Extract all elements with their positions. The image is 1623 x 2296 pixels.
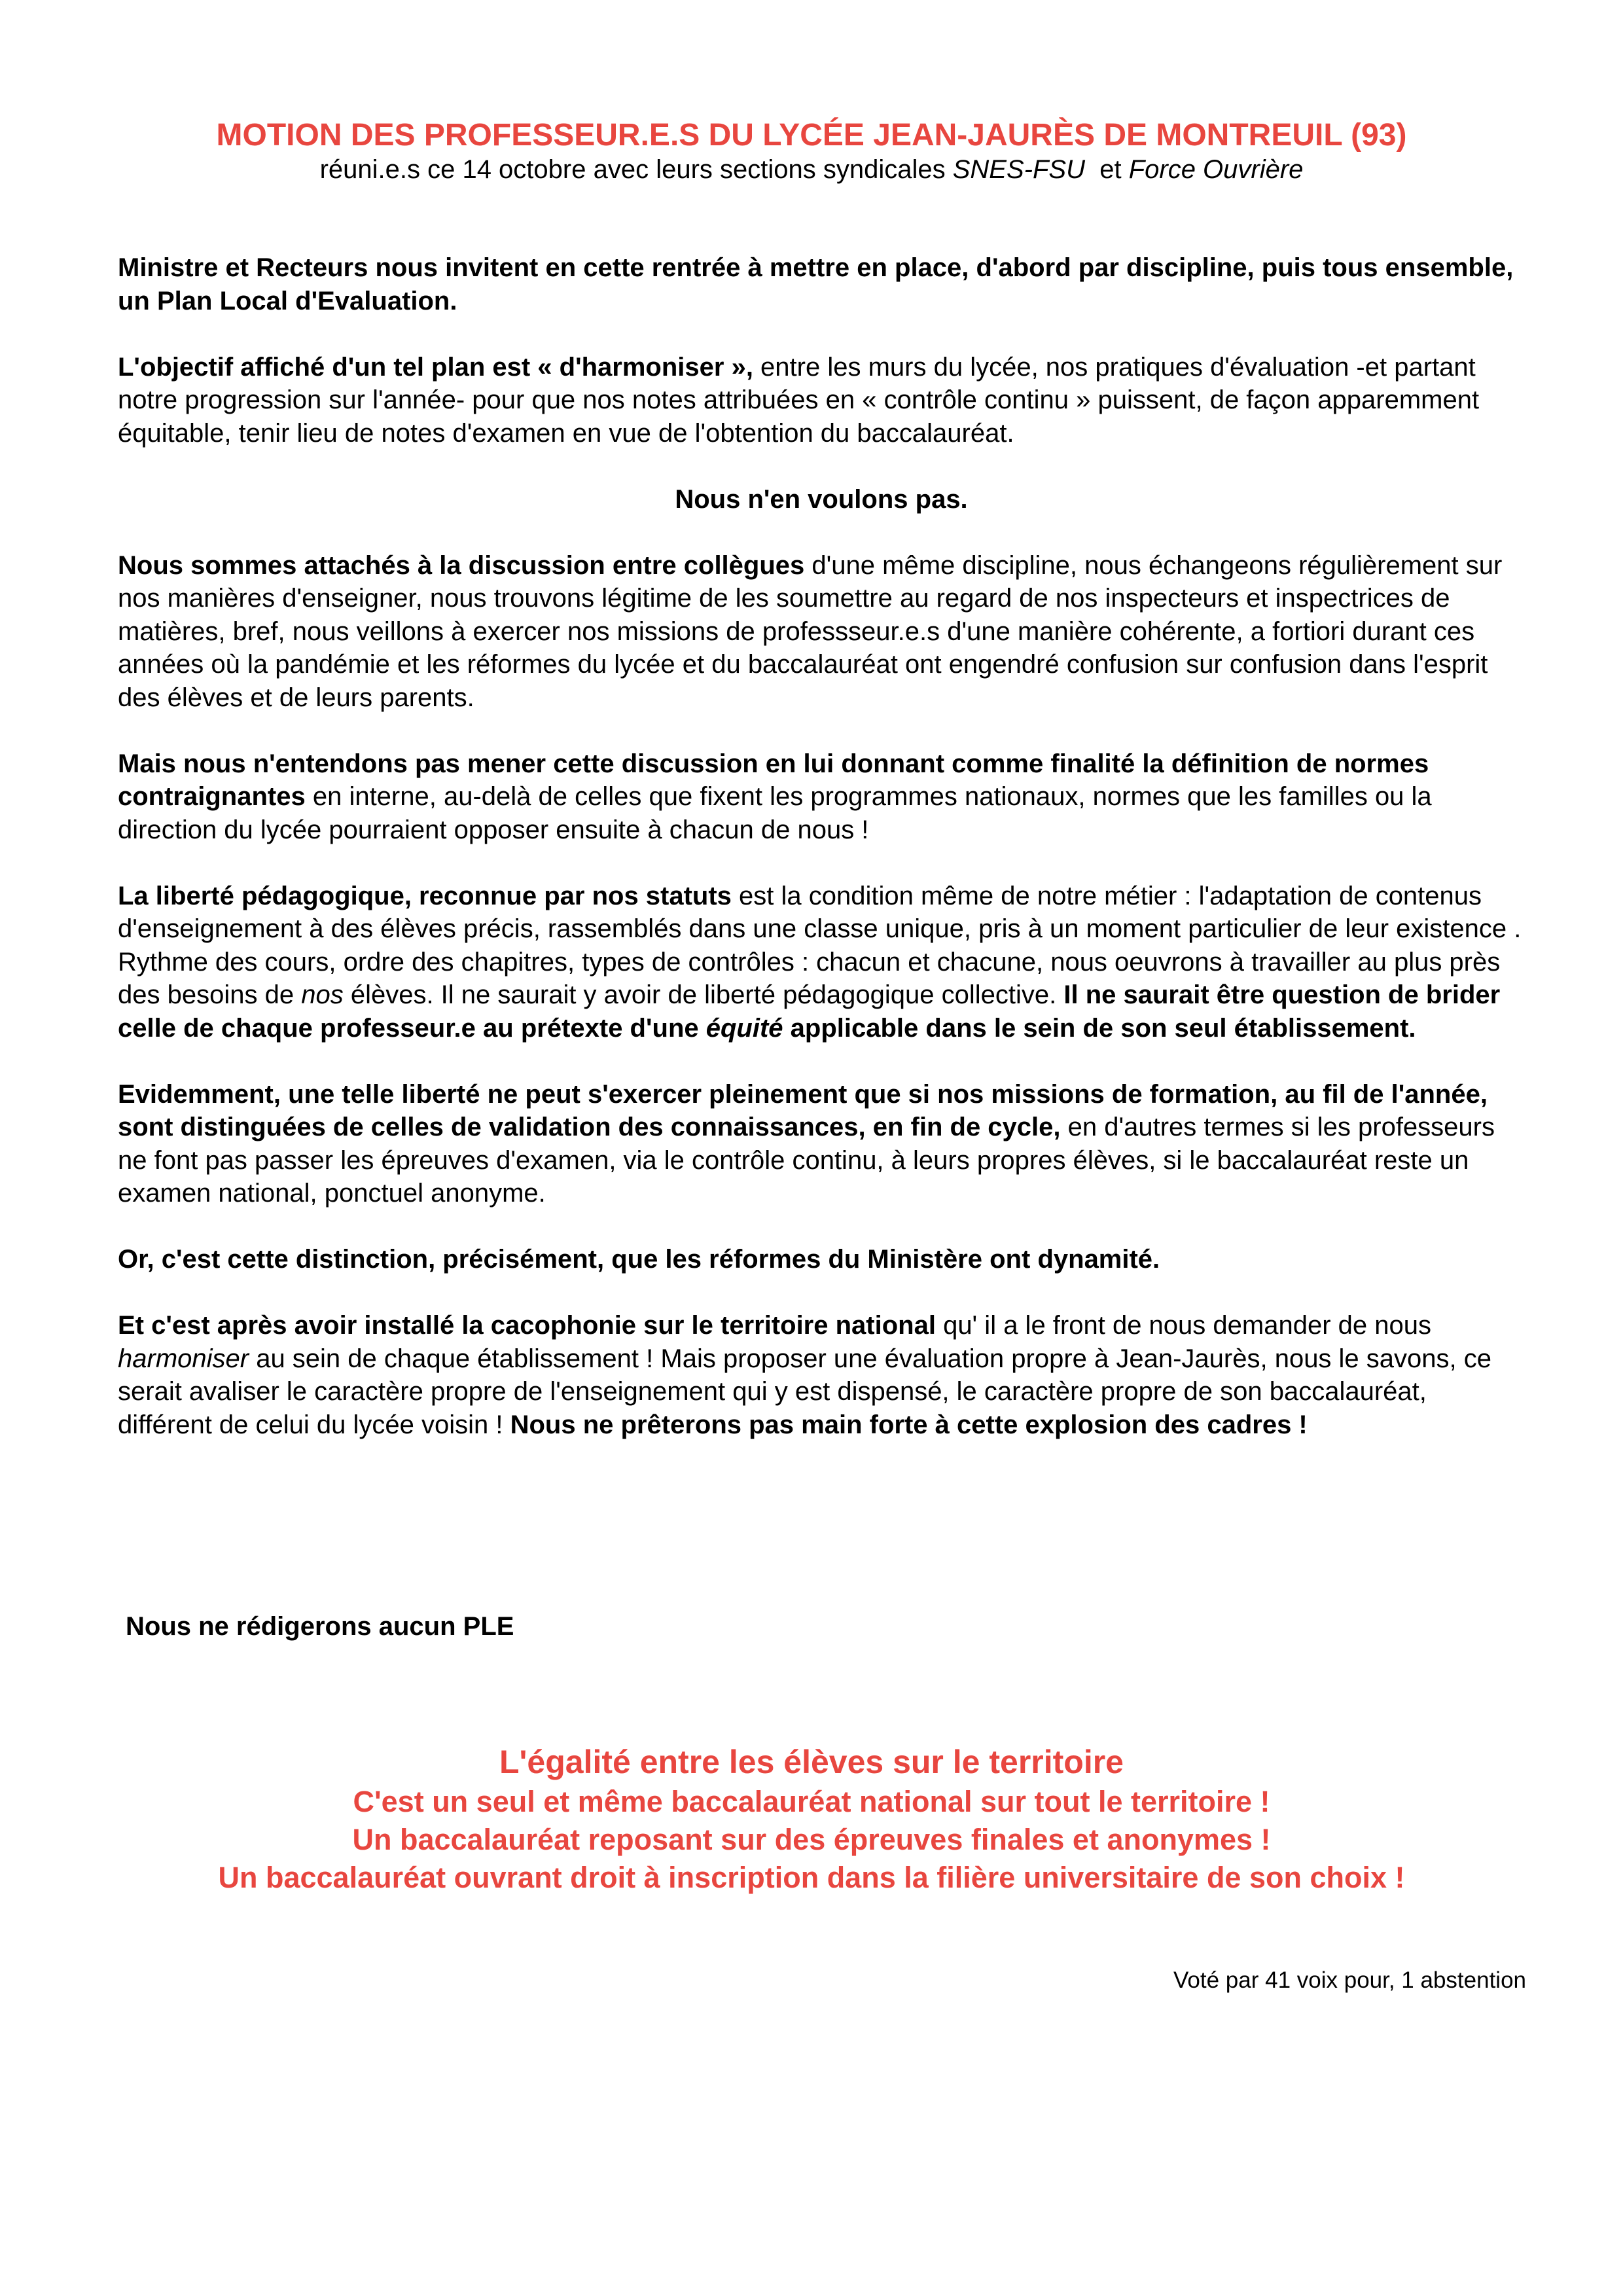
paragraph-6-italic: nos [301,980,344,1009]
paragraph-6 [118,880,1525,1045]
paragraph-4-text: d'une même discipline, nous échangeons régulièrement sur nos manières d'enseigner, nous trouvons légitime de les soumettre au regard de nos inspecteurs et inspectrices de matières, bref, nous veillons à exercer nos missions de professseur.e.s d'une manière cohérente, a fortiori durant ces années où la pandémie et les réformes du lycée et du baccalauréat ont engendré confusion sur confusion dans l'esprit des élèves et de leurs parents. [118,550,1503,712]
paragraph-2-bold: L'objectif affiché d'un tel plan est « d'harmoniser », [118,352,753,382]
paragraph-5-bold: Mais nous n'entendons pas mener cette discussion en lui donnant comme finalité la définition de normes contraignantes [118,749,1429,811]
paragraph-8 [118,1243,1525,1276]
motion-title: MOTION DES PROFESSEUR.E.S DU LYCÉE JEAN-JAURÈS DE MONTREUIL (93) [216,118,1407,152]
vote-result: Voté par 41 voix pour, 1 abstention [1173,1967,1526,1993]
paragraph-3 [118,483,1525,516]
paragraph-8-bold: Or, c'est cette distinction, précisément, que les réformes du Ministère ont dynamité. [118,1245,1160,1274]
paragraph-7-text: en d'autres termes si les professeurs ne font pas passer les épreuves d'examen, via le contrôle continu, à leurs propres élèves, si le baccalauréat reste un examen national, ponctuel anonyme. [118,1113,1495,1208]
paragraph-7-bold: Evidemment, une telle liberté ne peut s'exercer pleinement que si nos missions de formation, au fil de l'année, sont distinguées de celles de validation des connaissances, en fin de cycle, [118,1079,1488,1141]
paragraph-6-text-2: élèves. Il ne saurait y avoir de liberté pédagogique collective. [343,980,1064,1009]
paragraph-5-text: en interne, au-delà de celles que fixent les programmes nationaux, normes que les familles ou la direction du lycée pourraient opposer ensuite à chacun de nous ! [118,782,1432,844]
paragraph-1 [118,251,1525,317]
subtitle-union-fo: Force Ouvrière [1128,155,1304,184]
paragraph-6-bold-italic: équité [705,1013,783,1043]
paragraph-7 [118,1078,1525,1210]
paragraph-6-text-1: est la condition même de notre métier : l'adaptation de contenus d'enseignement à des élèves précis, rassemblés dans une classe unique, pris à un moment particulier de leur existence . Rythme des cours, ordre des chapitres, types de contrôles : chacun et chacune, nous oeuvrons à travailler au plus près des besoins de [118,881,1522,1009]
subtitle-connector: et [1084,155,1129,184]
subtitle-text: réuni.e.s ce 14 octobre avec leurs sections syndicales [319,155,953,184]
paragraph-1-bold: Ministre et Recteurs nous invitent en cette rentrée à mettre en place, d'abord par discipline, puis tous ensemble, un Plan Local d'Evaluation. [118,253,1514,315]
paragraph-9-bold-2: Nous ne prêterons pas main forte à cette explosion des cadres ! [510,1410,1308,1439]
paragraph-9-text-1: qu' il a le front de nous demander de nous [935,1311,1431,1340]
paragraph-5 [118,747,1525,847]
closing-statement: Nous ne rédigerons aucun PLE [126,1612,514,1641]
slogan-line: C'est un seul et même baccalauréat national sur tout le territoire ! [353,1785,1270,1818]
paragraph-6-bold-2: Il ne saurait être question de brider celle de chaque professeur.e au prétexte d'une [118,980,1501,1043]
paragraph-2-text: entre les murs du lycée, nos pratiques d'évaluation -et partant notre progression sur l'année- pour que nos notes attribuées en « contrôle continu » puissent, de façon apparemment équitable, tenir lieu de notes d'examen en vue de l'obtention du baccalauréat. [118,352,1480,448]
paragraph-9 [118,1309,1525,1441]
slogans-block [118,1741,1505,1897]
subtitle-union-snes: SNES-FSU [952,155,1085,184]
motion-body [118,251,1525,1475]
slogan-line: Un baccalauréat reposant sur des épreuves finales et anonymes ! [352,1823,1271,1856]
paragraph-6-bold-1: La liberté pédagogique, reconnue par nos statuts [118,881,732,910]
slogan-headline: L'égalité entre les élèves sur le territoire [499,1744,1124,1780]
paragraph-2 [118,351,1525,450]
paragraph-9-italic: harmoniser [118,1344,249,1373]
paragraph-4 [118,549,1525,715]
motion-subtitle [118,153,1505,186]
slogan-line: Un baccalauréat ouvrant droit à inscription dans la filière universitaire de son choix ! [218,1861,1405,1894]
paragraph-9-bold-1: Et c'est après avoir installé la cacophonie sur le territoire national [118,1311,936,1340]
paragraph-9-text-2: au sein de chaque établissement ! Mais proposer une évaluation propre à Jean-Jaurès, nous le savons, ce serait avaliser le caractère propre de l'enseignement qui y est dispensé, le caractère propre de son baccalauréat, différent de celui du lycée voisin ! [118,1344,1492,1439]
paragraph-4-bold: Nous sommes attachés à la discussion entre collègues [118,550,805,580]
paragraph-6-bold-3: applicable dans le sein de son seul établissement. [783,1013,1416,1043]
paragraph-3-bold: Nous n'en voulons pas. [675,484,968,514]
